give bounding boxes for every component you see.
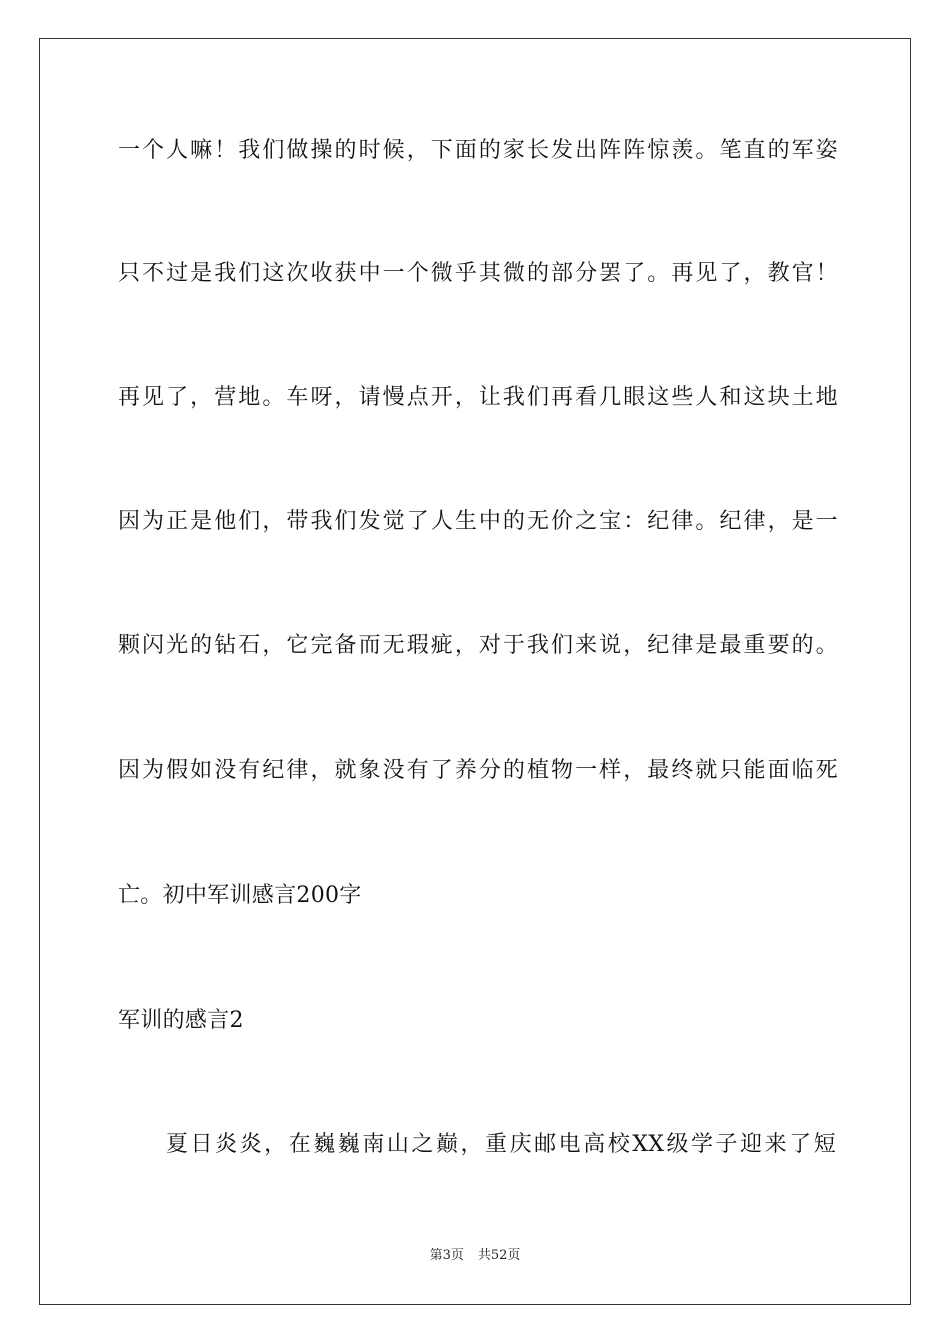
body-line-7: 亡。初中军训感言200字	[118, 883, 362, 908]
section-heading: 军训的感言2	[118, 1008, 244, 1033]
body-line-5: 颗闪光的钻石，它完备而无瑕疵，对于我们来说，纪律是最重要的。	[118, 633, 838, 658]
body-line-1: 一个人嘛！我们做操的时候，下面的家长发出阵阵惊羡。笔直的军姿	[118, 138, 838, 163]
body-line-2: 只不过是我们这次收获中一个微乎其微的部分罢了。再见了，教官！	[118, 261, 838, 286]
body-line-3: 再见了，营地。车呀，请慢点开，让我们再看几眼这些人和这块土地	[118, 385, 838, 410]
page-footer	[0, 1246, 950, 1266]
current-page-label: 第3页	[429, 1248, 464, 1263]
body-line-6: 因为假如没有纪律，就象没有了养分的植物一样，最终就只能面临死	[118, 758, 838, 783]
page-frame	[39, 38, 911, 1305]
paragraph-first-line: 夏日炎炎，在巍巍南山之巅，重庆邮电高校XX级学子迎来了短	[166, 1132, 836, 1157]
body-line-4: 因为正是他们，带我们发觉了人生中的无价之宝：纪律。纪律，是一	[118, 509, 838, 534]
total-pages-label: 共52页	[477, 1248, 521, 1263]
